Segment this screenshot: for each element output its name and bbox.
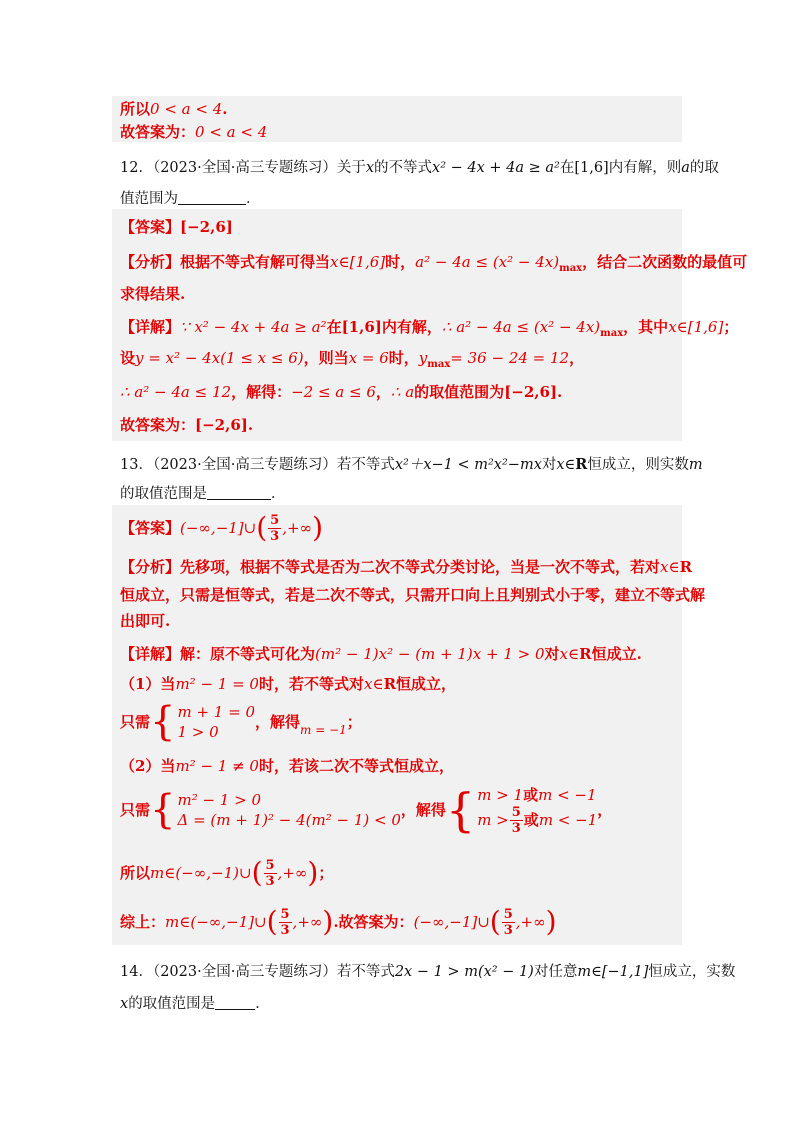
q14-stem-line2: x的取值范围是 ． [120,996,270,1012]
answer-blank [178,190,246,205]
q13-stem-line2: 的取值范围是 ． [120,486,286,502]
q13-detail-line1: 【详解】解：原不等式可化为(m² − 1)x² − (m + 1)x + 1 > 0对x∈R恒成立. [120,645,642,663]
q13-case2-line: （2）当m² − 1 ≠ 0时，若该二次不等式恒成立， [120,757,454,775]
q12-detail-line3: ∴ a² − 4a ≤ 12，解得：−2 ≤ a ≤ 6，∴ a的取值范围为[−2,6]. [120,383,563,401]
q12-answer: 【答案】[−2,6] [120,218,233,236]
fraction: $\frac{5}{3}$ [511,804,521,836]
q13-case1-line: （1）当m² − 1 = 0时，若不等式对x∈R恒成立， [120,675,457,693]
q12-detail-line1: 【详解】∵ x² − 4x + 4a ≥ a²在[1,6]内有解，∴ $a^2 - 4a \le (x^2 - 4x)_{max}$，其中x∈[1,6]； [120,318,739,339]
q12-analysis-line2: 求得结果. [120,285,186,303]
q12-stem-line1: 12．（2023·全国·高三专题练习）关于x的不等式x² − 4x + 4a ≥ a²在[1,6]内有解，则a的取 [120,160,719,176]
q13-analysis-line1: 【分析】先移项，根据不等式是否为二次不等式分类讨论，当是一次不等式，若对x∈R [120,558,693,576]
prev-so-line: 所以0 < a < 4. [120,100,228,118]
answer-blank [207,485,271,500]
q12-stem-line2: 值范围为 ． [120,191,261,207]
q13-answer: 【答案】 (−∞,−1]∪ ( $\frac{5}{3}$ ,+∞ ) [120,511,323,544]
q13-analysis-line2: 恒成立，只需是恒等式，若是二次不等式，只需开口向上且判别式小于零，建立不等式解 [120,586,706,604]
q13-case1-system: 只需 { m + 1 = 0 1 > 0 ，解得 m = −1 ； [120,699,362,745]
inequality-system: { m² − 1 > 0 Δ = (m + 1)² − 4(m² − 1) < 0 [150,787,401,833]
q14-stem-line1: 14．（2023·全国·高三专题练习）若不等式2x − 1 > m(x² − 1)对任意m∈[−1,1]恒成立，实数 [120,964,736,980]
q13-analysis-line3: 出即可. [120,612,171,630]
fraction: $\frac{5}{3}$ [503,906,513,938]
equation-system: { m + 1 = 0 1 > 0 [150,699,255,745]
fraction: $\frac{5}{3}$ [270,512,280,544]
q13-summary-line: 综上： m∈(−∞,−1]∪ ( $\frac{5}{3}$ ,+∞ ) .故答案为： (−∞,−1]∪ ( $\frac{5}{3}$ ,+∞ ) [120,905,557,938]
q12-detail-line2: 设y = x² − 4x(1 ≤ x ≤ 6)，则当x = 6时，$y_{max}= 36 - 24 = 12$， [120,349,585,370]
prev-answer-line: 故答案为：0 < a < 4 [120,123,268,141]
solution-system: { m > 1或m < −1 m > $\frac{5}{3}$ 或 m < −1 [445,783,598,837]
q13-case2-system: 只需 { m² − 1 > 0 Δ = (m + 1)² − 4(m² − 1) < 0 ，解得 { m > 1或m < −1 m > $\frac{5}{3}$ 或 m < −1 ， [120,783,613,837]
fraction: $\frac{5}{3}$ [280,906,290,938]
fraction: $\frac{5}{3}$ [265,857,275,889]
q13-so-line: 所以 m∈(−∞,−1)∪ ( $\frac{5}{3}$ ,+∞ ) ； [120,856,334,889]
answer-blank [215,995,255,1010]
q13-stem-line1: 13．（2023·全国·高三专题练习）若不等式x²＋x−1 < m²x²−mx对x∈R恒成立，则实数m [120,456,703,473]
q12-analysis-line1: 【分析】根据不等式有解可得当x∈[1,6]时，$a^2 - 4a \le (x^2 - 4x)_{max}$，结合二次函数的最值可 [120,253,748,274]
q12-final-answer: 故答案为：[−2,6]. [120,416,254,434]
